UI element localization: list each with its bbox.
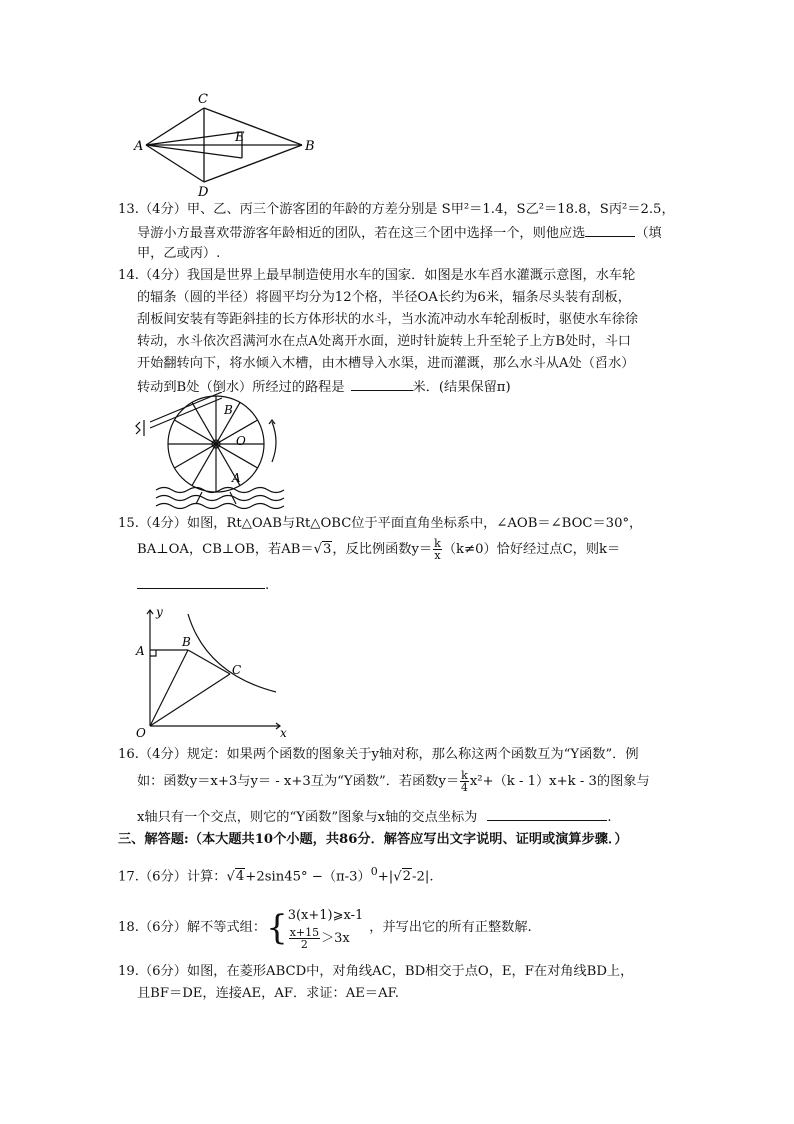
q16-line3 bbox=[137, 806, 612, 828]
label-o: O bbox=[136, 726, 146, 740]
q16-line3-text: x轴只有一个交点，则它的“Y函数”图象与x轴的交点坐标为 bbox=[137, 810, 478, 825]
q15-line3-end: . bbox=[265, 578, 270, 593]
q14-line3: 刮板间安装有等距斜挂的长方体形状的水斗，当水流冲动水车轮刮板时，驱使水车徐徐 bbox=[137, 312, 639, 327]
q16-fraction bbox=[460, 770, 469, 793]
label-o: O bbox=[236, 434, 246, 448]
q14-line4: 转动，水斗依次舀满河水在点A处离开水面，逆时针旋转上升至轮子上方B处时，斗口 bbox=[137, 334, 631, 349]
q16-answer-blank[interactable] bbox=[487, 806, 607, 821]
q15-sqrt-value: 3 bbox=[323, 542, 332, 557]
q16-frac-num: k bbox=[461, 769, 468, 782]
label-a: A bbox=[134, 139, 144, 154]
q16-line2-b: x²+（k - 1）x+k - 3的图象与 bbox=[469, 774, 650, 789]
q17-sqrt2: 2 bbox=[402, 869, 412, 885]
kite-figure bbox=[132, 90, 322, 200]
inequality-1: 3(x+1)⩾x-1 bbox=[287, 908, 364, 923]
label-a: A bbox=[232, 471, 241, 485]
q15-line2-c: （k≠0）恰好经过点C，则k＝ bbox=[442, 542, 621, 557]
q18-suffix: ，并写出它的所有正整数解. bbox=[369, 920, 532, 935]
q13-line2 bbox=[137, 222, 662, 244]
label-b: B bbox=[182, 635, 191, 649]
q17-prefix: 17.（6分）计算： bbox=[118, 869, 227, 885]
q17-abs-pre: +| bbox=[377, 869, 394, 885]
label-y: y bbox=[156, 605, 163, 619]
q15-fraction bbox=[433, 538, 442, 561]
brace-icon: { bbox=[266, 907, 288, 948]
sqrt-icon: √ bbox=[393, 869, 402, 885]
q18-fraction bbox=[289, 927, 320, 950]
q18-prefix: 18.（6分）解不等式组： bbox=[118, 920, 267, 935]
sqrt-icon: √ bbox=[226, 869, 235, 885]
q13-answer-blank[interactable] bbox=[585, 222, 635, 237]
q15-line3 bbox=[137, 574, 269, 596]
q18-line bbox=[118, 898, 532, 958]
q15-frac-num: k bbox=[434, 537, 441, 550]
q15-line2-b: ，反比例函数y＝ bbox=[332, 542, 433, 557]
inequality-2 bbox=[288, 927, 364, 950]
q16-line3-end: . bbox=[607, 810, 612, 825]
q15-frac-den: x bbox=[434, 549, 441, 562]
q15-answer-blank[interactable] bbox=[137, 574, 265, 589]
q14-line1: 14.（4分）我国是世界上最早制造使用水车的国家．如图是水车舀水灌溉示意图，水车轮 bbox=[118, 268, 636, 283]
label-b: B bbox=[305, 139, 315, 154]
q16-frac-den: 4 bbox=[460, 781, 468, 794]
q15-line2-a: BA⊥OA，CB⊥OB，若AB＝ bbox=[137, 542, 314, 557]
q13-line3: 甲，乙或丙）. bbox=[137, 246, 221, 261]
label-b: B bbox=[224, 403, 233, 417]
label-e: E bbox=[235, 130, 245, 145]
q18-frac-num: x+15 bbox=[289, 926, 320, 939]
q14-line5: 开始翻转向下，将水倾入木槽，由木槽导入水渠，进而灌溉，那么水斗从A处（舀水） bbox=[137, 356, 635, 371]
q13-line2-text: 导游小方最喜欢带游客年龄相近的团队，若在这三个团中选择一个，则他应选 bbox=[137, 226, 586, 241]
q16-line1: 16.（4分）规定：如果两个函数的图象关于y轴对称，那么称这两个函数互为“Y函数”．例 bbox=[118, 747, 639, 762]
q19-line2: 且BF＝DE，连接AE，AF．求证：AE＝AF. bbox=[137, 986, 399, 1001]
q18-ineq2-rest: ＞3x bbox=[321, 931, 350, 946]
label-d: D bbox=[198, 185, 209, 200]
sqrt-icon: √ bbox=[313, 542, 323, 557]
q18-frac-den: 2 bbox=[300, 938, 308, 951]
q16-line2-a: 如：函数y＝x+3与y＝ - x+3互为“Y函数”．若函数y＝ bbox=[137, 774, 460, 789]
q14-line2: 的辐条（圆的半径）将圆平均分为12个格，半径OA长约为6米，辐条尽头装有刮板， bbox=[137, 290, 631, 305]
q13-line1: 13.（4分）甲、乙、丙三个游客团的年龄的方差分别是 S甲²＝1.4，S乙²＝18.8，S丙²＝2.5， bbox=[118, 202, 675, 217]
q19-line1: 19.（6分）如图，在菱形ABCD中，对角线AC，BD相交于点O，E，F在对角线BD上， bbox=[118, 964, 634, 979]
q14-answer-blank[interactable] bbox=[351, 376, 413, 391]
q17-line bbox=[118, 862, 434, 887]
q17-sqrt4: 4 bbox=[235, 869, 245, 885]
label-a: A bbox=[136, 644, 145, 658]
q17-exponent: 0 bbox=[370, 865, 378, 878]
label-c: C bbox=[232, 663, 242, 677]
q15-line2 bbox=[137, 538, 620, 561]
label-c: C bbox=[198, 92, 208, 107]
q13-line2-end: （填 bbox=[635, 226, 662, 241]
q14-line6-text: 转动到B处（倒水）所经过的路程是 bbox=[137, 380, 345, 395]
q17-abs-post: -2|. bbox=[412, 869, 434, 885]
section-3-heading: 三、解答题:（本大题共10个小题，共86分．解答应写出文字说明、证明或演算步骤．） bbox=[118, 832, 628, 847]
label-x: x bbox=[280, 726, 287, 740]
water-wheel-figure bbox=[132, 392, 312, 514]
q15-line1: 15.（4分）如图，Rt△OAB与Rt△OBC位于平面直角坐标系中，∠AOB＝∠BOC＝30°， bbox=[118, 516, 643, 531]
inequality-system bbox=[288, 905, 364, 950]
coordinate-figure bbox=[130, 604, 295, 740]
q16-line2 bbox=[137, 770, 650, 793]
q17-mid: +2sin45° −（π-3） bbox=[245, 869, 371, 885]
q14-line6-end: 米．(结果保留π) bbox=[412, 380, 511, 395]
